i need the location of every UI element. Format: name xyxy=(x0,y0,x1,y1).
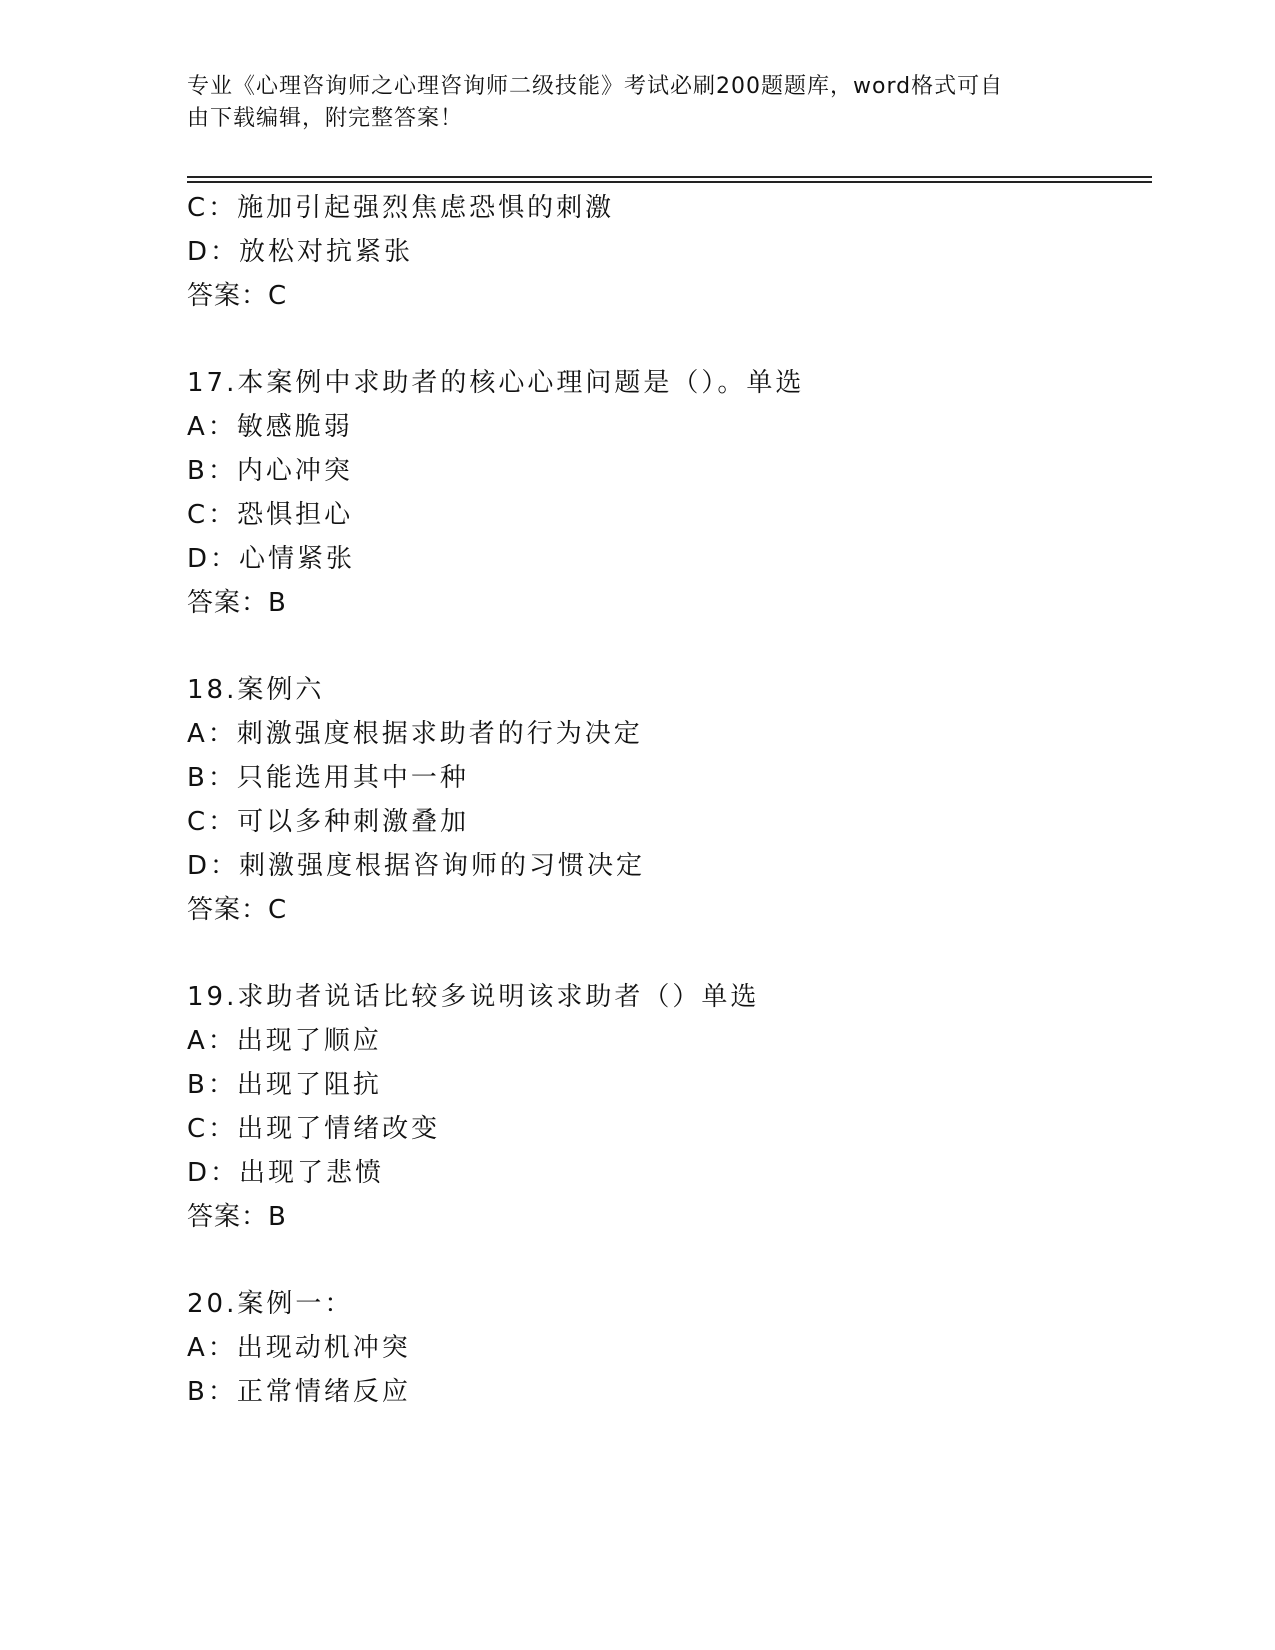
header-rule-bottom xyxy=(187,181,1152,183)
q16-option-d: D：放松对抗紧张 xyxy=(187,237,414,267)
q17-option-a: A：敏感脆弱 xyxy=(187,412,353,442)
header-line-2: 由下载编辑，附完整答案！ xyxy=(187,106,464,131)
q17-option-c: C：恐惧担心 xyxy=(187,500,354,530)
q20-stem: 20.案例一： xyxy=(187,1289,354,1319)
q16-option-c: C：施加引起强烈焦虑恐惧的刺激 xyxy=(187,193,615,223)
q19-answer: 答案：B xyxy=(187,1202,287,1232)
q19-option-d: D：出现了悲愤 xyxy=(187,1158,385,1188)
q19-option-a: A：出现了顺应 xyxy=(187,1026,382,1056)
q19-option-c: C：出现了情绪改变 xyxy=(187,1114,441,1144)
q20-option-b: B：正常情绪反应 xyxy=(187,1377,411,1407)
q18-option-a: A：刺激强度根据求助者的行为决定 xyxy=(187,719,643,749)
q18-option-b: B：只能选用其中一种 xyxy=(187,763,469,793)
header-rule-top xyxy=(187,176,1152,178)
q18-answer: 答案：C xyxy=(187,895,288,925)
q17-stem: 17.本案例中求助者的核心心理问题是（）。单选 xyxy=(187,368,805,398)
q17-option-b: B：内心冲突 xyxy=(187,456,353,486)
q17-answer: 答案：B xyxy=(187,588,287,618)
q18-option-d: D：刺激强度根据咨询师的习惯决定 xyxy=(187,851,646,881)
q19-stem: 19.求助者说话比较多说明该求助者（）单选 xyxy=(187,982,760,1012)
q19-option-b: B：出现了阻抗 xyxy=(187,1070,382,1100)
q18-option-c: C：可以多种刺激叠加 xyxy=(187,807,470,837)
q17-option-d: D：心情紧张 xyxy=(187,544,356,574)
q20-option-a: A：出现动机冲突 xyxy=(187,1333,411,1363)
q16-answer: 答案：C xyxy=(187,281,288,311)
header-line-1: 专业《心理咨询师之心理咨询师二级技能》考试必刷200题题库，word格式可自 xyxy=(187,74,1004,99)
q18-stem: 18.案例六 xyxy=(187,675,325,705)
